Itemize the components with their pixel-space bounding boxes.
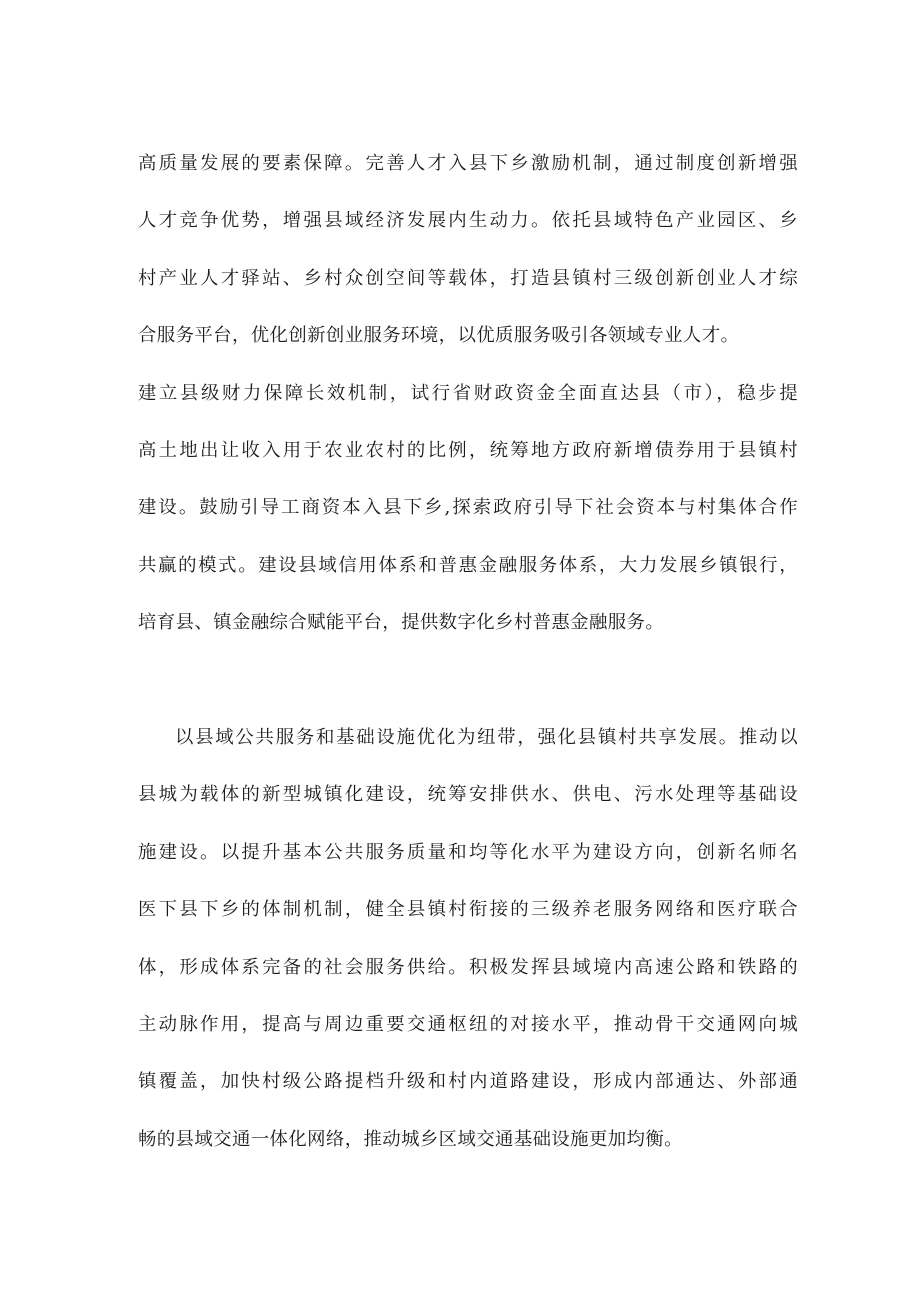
- text-line: 高土地出让收入用于农业农村的比例，统筹地方政府新增债券用于县镇村: [138, 439, 798, 461]
- text-line: 县城为载体的新型城镇化建设，统筹安排供水、供电、污水处理等基础设: [138, 784, 798, 806]
- text-line: 畅的县域交通一体化网络，推动城乡区域交通基础设施更加均衡。: [138, 1128, 683, 1150]
- text-line: 以县域公共服务和基础设施优化为纽带，强化县镇村共享发展。推动以: [175, 727, 798, 748]
- text-line: 医下县下乡的体制机制，健全县镇村衔接的三级养老服务网络和医疗联合: [138, 899, 798, 921]
- text-line: 主动脉作用，提高与周边重要交通枢纽的对接水平，推动骨干交通网向城: [138, 1013, 798, 1035]
- paragraph-1: [138, 145, 798, 662]
- text-line: 合服务平台，优化创新创业服务环境，以优质服务吸引各领域专业人才。: [138, 325, 740, 347]
- text-line: 村产业人才驿站、乡村众创空间等载体，打造县镇村三级创新创业人才综: [138, 267, 798, 289]
- text-line: 施建设。以提升基本公共服务质量和均等化水平为建设方向，创新名师名: [138, 841, 798, 863]
- paragraph-2: [138, 719, 798, 1178]
- text-line: 体，形成体系完备的社会服务供给。积极发挥县域境内高速公路和铁路的: [138, 956, 798, 978]
- text-line: 人才竞争优势，增强县域经济发展内生动力。依托县域特色产业园区、乡: [138, 210, 798, 232]
- text-line: 共赢的模式。建设县域信用体系和普惠金融服务体系，大力发展乡镇银行，: [138, 554, 798, 576]
- text-line: 镇覆盖，加快村级公路提档升级和村内道路建设，形成内部通达、外部通: [138, 1071, 798, 1093]
- text-line: 高质量发展的要素保障。完善人才入县下乡激励机制，通过制度创新增强: [138, 153, 798, 174]
- text-line: 培育县、镇金融综合赋能平台，提供数字化乡村普惠金融服务。: [138, 612, 665, 634]
- text-line: 建立县级财力保障长效机制，试行省财政资金全面直达县（市），稳步提: [138, 382, 798, 404]
- text-line: 建设。鼓励引导工商资本入县下乡,探索政府引导下社会资本与村集体合作: [138, 497, 798, 519]
